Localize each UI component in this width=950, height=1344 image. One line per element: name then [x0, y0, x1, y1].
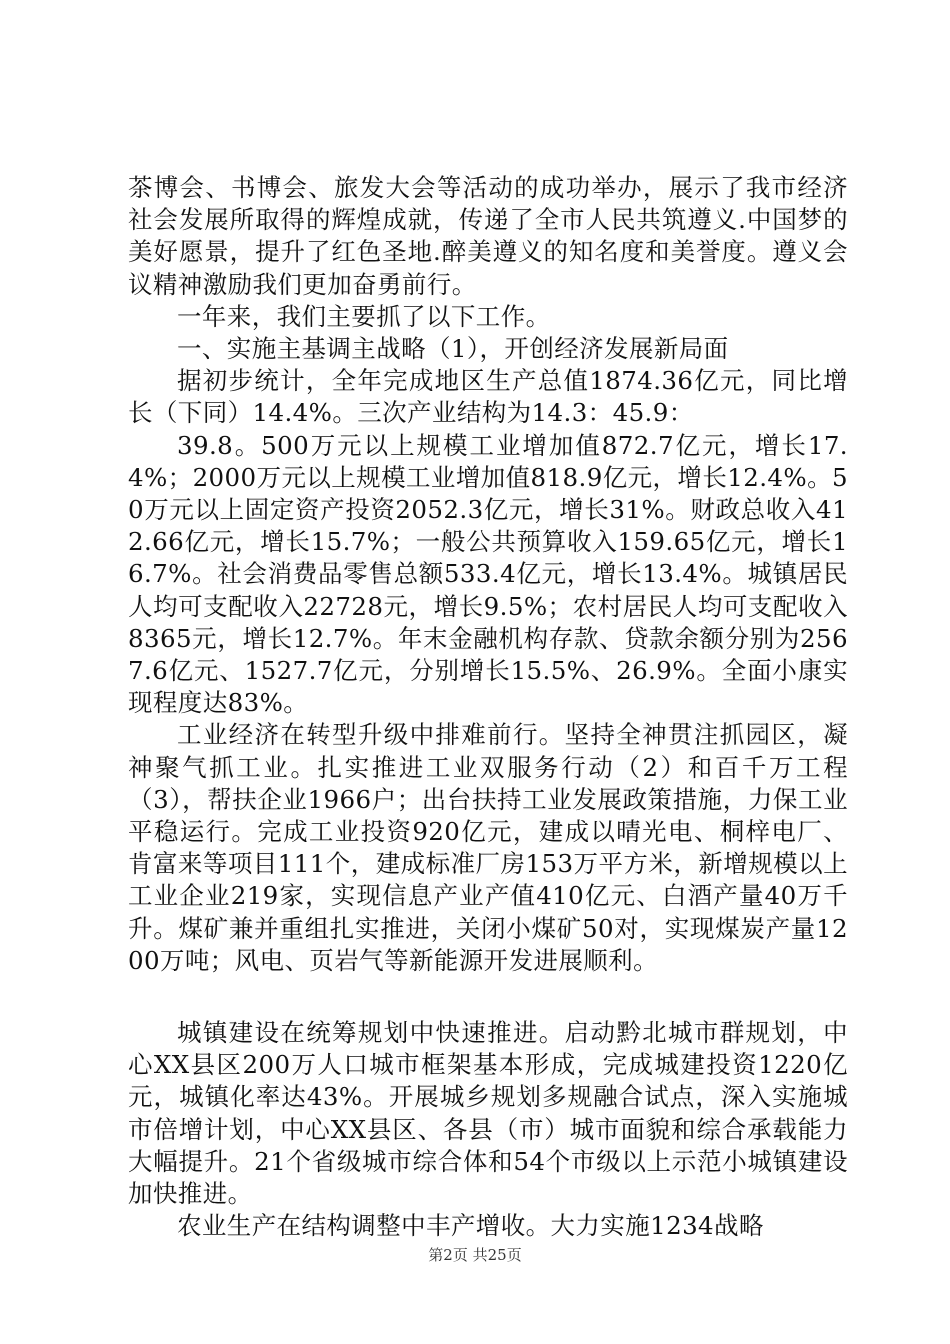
- paragraph-statistics: 据初步统计，全年完成地区生产总值1874.36亿元，同比增长（下同）14.4%。三次产业结构为14.3：45.9：: [128, 366, 848, 428]
- paragraph-industry: 工业经济在转型升级中排难前行。坚持全神贯注抓园区，凝神聚气抓工业。扎实推进工业双服务行动（2）和百千万工程（3），帮扶企业1966户；出台扶持工业发展政策措施，力保工业平稳运行。完成工业投资920亿元，建成以晴光电、桐梓电厂、肯富来等项目111个，建成标准厂房153万平方米，新增规模以上工业企业219家，实现信息产业产值410亿元、白酒产量40万千升。煤矿兼并重组扎实推进，关闭小煤矿50对，实现煤炭产量1200万吨；风电、页岩气等新能源开发进展顺利。: [128, 720, 848, 975]
- body-text: [128, 172, 848, 1243]
- section-heading: 一、实施主基调主战略（1），开创经济发展新局面: [177, 334, 729, 364]
- paragraph-agriculture: 农业生产在结构调整中丰产增收。大力实施1234战略: [177, 1211, 764, 1241]
- paragraph-continuation: 茶博会、书博会、旅发大会等活动的成功举办，展示了我市经济社会发展所取得的辉煌成就，传递了全市人民共筑遵义.中国梦的美好愿景，提升了红色圣地.醉美遵义的知名度和美誉度。遵义会议精神激励我们更加奋勇前行。: [128, 173, 848, 299]
- paragraph-urban: 城镇建设在统筹规划中快速推进。启动黔北城市群规划，中心XX县区200万人口城市框架基本形成，完成城建投资1220亿元，城镇化率达43%。开展城乡规划多规融合试点，深入实施城市倍增计划，中心XX县区、各县（市）城市面貌和综合承载能力大幅提升。21个省级城市综合体和54个市级以上示范小城镇建设加快推进。: [128, 1018, 848, 1209]
- paragraph-statistics-continued: 39.8。500万元以上规模工业增加值872.7亿元，增长17.4%；2000万元以上规模工业增加值818.9亿元，增长12.4%。50万元以上固定资产投资2052.3亿元，增长31%。财政总收入412.66亿元，增长15.7%；一般公共预算收入159.65亿元，增长16.7%。社会消费品零售总额533.4亿元，增长13.4%。城镇居民人均可支配收入22728元，增长9.5%；农村居民人均可支配收入8365元，增长12.7%。年末金融机构存款、贷款余额分别为2567.6亿元、1527.7亿元，分别增长15.5%、26.9%。全面小康实现程度达83%。: [128, 430, 848, 718]
- page-footer: 第2页 共25页: [428, 1246, 522, 1264]
- paragraph-intro: 一年来，我们主要抓了以下工作。: [177, 301, 551, 331]
